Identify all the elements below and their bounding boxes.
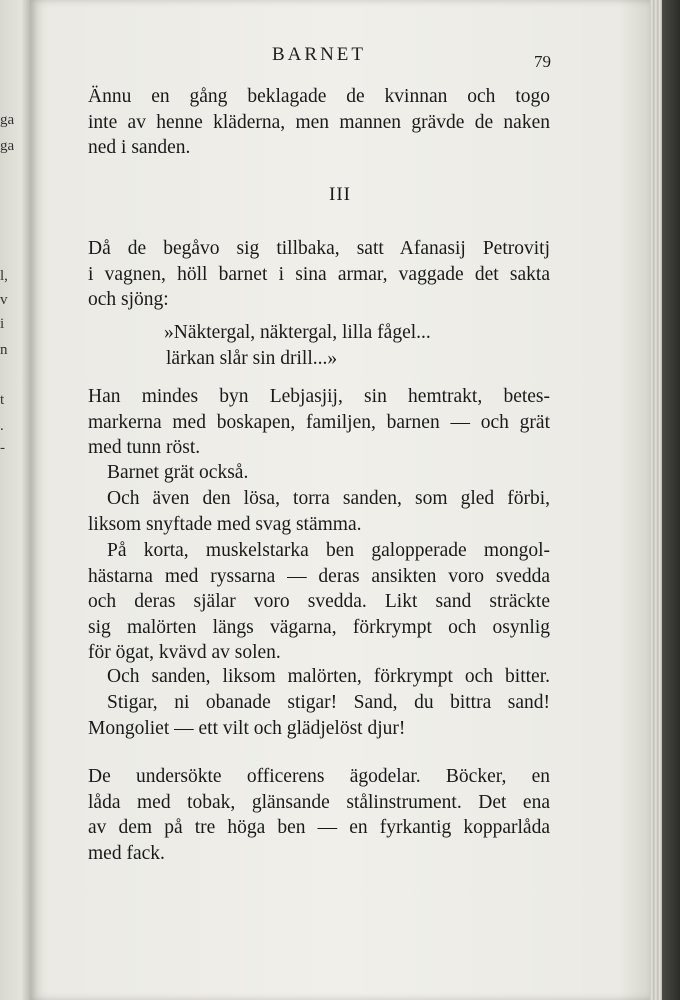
text-line: På korta, muskelstarka ben galopperade mongol- [107,540,550,561]
text-line: Barnet grät också. [107,462,249,483]
text-line: Ännu en gång beklagade de kvinnan och togo [88,86,550,107]
text-line: inte av henne kläderna, men mannen grävde de naken [88,111,550,133]
paragraph-1 [88,84,550,161]
paragraph-8 [88,690,550,741]
text-line: liksom snyftade med svag stämma. [88,513,362,535]
paragraph-4 [107,460,569,486]
left-page-fragment: n [0,342,8,358]
text-line: Och sanden, liksom malörten, förkrympt och bitter. [107,666,550,687]
text-line: Då de begåvo sig tillbaka, satt Afanasij Petrovitj [88,238,550,259]
paragraph-2 [88,236,550,313]
text-line: med fack. [88,842,165,864]
verse-line: lärkan slår sin drill...» [166,347,338,369]
running-title: BARNET [272,44,366,65]
left-page-fragment: i [0,316,5,332]
left-page-fragment: - [0,440,5,456]
paragraph-7 [88,664,550,690]
paragraph-9 [88,764,550,866]
left-page-fragment: l, [0,268,8,284]
previous-page-edge [0,0,30,1000]
song-verse [164,320,431,371]
text-line: Och även den lösa, torra sanden, som gled förbi, [107,488,550,509]
text-line: hästarna med ryssarna — deras ansikten voro svedda [88,565,550,587]
text-line: och deras själar voro svedda. Likt sand sträckte [88,591,550,613]
text-line: De undersökte officerens ägodelar. Böcker, en [88,766,550,787]
left-page-fragment: ga [0,112,15,128]
left-page-fragment: v [0,292,8,308]
text-line: Stigar, ni obanade stigar! Sand, du bittra sand! [107,692,550,713]
text-line: ned i sanden. [88,137,191,159]
left-page-fragment: t [0,392,5,408]
text-line: låda med tobak, glänsande stålinstrument. Det ena [88,791,550,813]
left-page-fragment: . [0,418,4,434]
text-line: Mongoliet — ett vilt och glädjelöst djur! [88,717,406,739]
left-page-fragment: ga [0,138,15,154]
text-line: i vagnen, höll barnet i sina armar, vaggade det sakta [88,263,550,285]
paragraph-3 [88,384,550,461]
book-cover-edge [662,0,680,1000]
text-line: av dem på tre höga ben — en fyrkantig kopparlåda [88,817,550,839]
page-number: 79 [534,52,551,71]
chapter-number: III [329,184,351,205]
text-line: markerna med boskapen, familjen, barnen — och grät [88,411,550,433]
text-line: med tunn röst. [88,437,201,459]
text-line: för ögat, kvävd av solen. [88,642,281,664]
text-line: och sjöng: [88,289,169,311]
text-line: sig malörten längs vägarna, förkrympt och osynlig [88,616,550,638]
text-line: Han mindes byn Lebjasjij, sin hemtrakt, betes- [88,386,550,407]
paragraph-6 [88,538,550,666]
paragraph-5 [88,486,550,537]
verse-line: »Näktergal, näktergal, lilla fågel... [164,322,431,343]
book-page [30,0,650,1000]
